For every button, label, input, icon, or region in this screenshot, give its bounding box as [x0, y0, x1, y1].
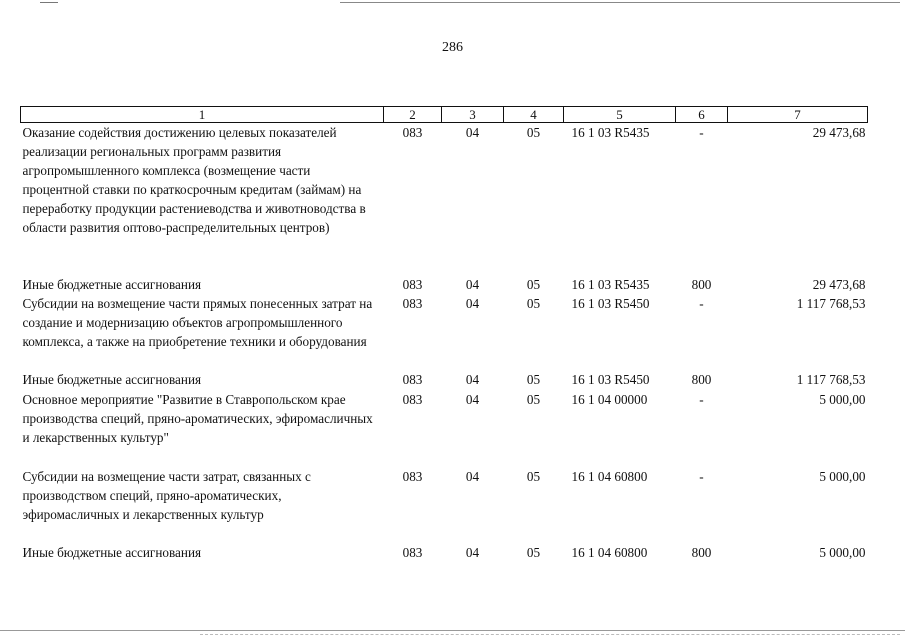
- header-col-5: 5: [564, 107, 676, 123]
- row-rz: 04: [465, 391, 480, 407]
- row-rz: 04: [465, 468, 480, 484]
- row-pr: 05: [526, 391, 541, 407]
- row-name: Иные бюджетные ассигнования: [22, 276, 202, 292]
- row-pr: 05: [526, 544, 541, 560]
- table-row: [21, 543, 868, 563]
- budget-table: [20, 106, 868, 563]
- row-name: Иные бюджетные ассигнования: [22, 371, 202, 387]
- row-vr: 800: [691, 544, 712, 560]
- table-row: [21, 370, 868, 390]
- scan-edge-bottom: [0, 630, 905, 631]
- table-row: [21, 467, 868, 543]
- row-rz: 04: [465, 295, 480, 311]
- row-vr: -: [699, 295, 704, 311]
- row-name: Иные бюджетные ассигнования: [22, 544, 202, 560]
- scan-edge-bottom-faint: [200, 634, 900, 635]
- row-sum: 29 473,68: [812, 276, 866, 292]
- row-pr: 05: [526, 125, 541, 140]
- row-csr: 16 1 03 R5435: [571, 125, 650, 140]
- row-sum: 1 117 768,53: [796, 295, 866, 311]
- row-vr: -: [699, 125, 704, 140]
- row-vr: 800: [691, 371, 712, 387]
- row-sum: 29 473,68: [812, 125, 866, 140]
- row-csr: 16 1 04 60800: [571, 468, 648, 484]
- table-header-row: [21, 107, 868, 123]
- table-row: [21, 294, 868, 370]
- table-row: [21, 275, 868, 294]
- row-name: Субсидии на возмещение части затрат, связанных с производством специй, пряно-ароматических, эфиромасличных и лекарственных культур: [22, 468, 311, 522]
- row-sum: 1 117 768,53: [796, 371, 866, 387]
- row-grbs: 083: [402, 125, 423, 140]
- header-col-1: 1: [21, 107, 384, 123]
- row-csr: 16 1 03 R5435: [571, 276, 650, 292]
- table-row: [21, 390, 868, 467]
- row-grbs: 083: [402, 371, 423, 387]
- row-sum: 5 000,00: [819, 544, 866, 560]
- row-pr: 05: [526, 371, 541, 387]
- header-col-4: 4: [504, 107, 564, 123]
- row-grbs: 083: [402, 391, 423, 407]
- row-rz: 04: [465, 276, 480, 292]
- row-pr: 05: [526, 295, 541, 311]
- row-csr: 16 1 03 R5450: [571, 295, 650, 311]
- row-name: Основное мероприятие "Развитие в Ставропольском крае производства специй, пряно-ароматических, эфиромасличных и лекарственных культур": [22, 391, 373, 445]
- row-sum: 5 000,00: [819, 468, 866, 484]
- scan-edge-top: [0, 1, 905, 5]
- header-col-3: 3: [442, 107, 504, 123]
- row-grbs: 083: [402, 295, 423, 311]
- row-grbs: 083: [402, 276, 423, 292]
- row-vr: -: [699, 391, 704, 407]
- row-pr: 05: [526, 468, 541, 484]
- header-col-6: 6: [676, 107, 728, 123]
- row-csr: 16 1 04 60800: [571, 544, 648, 560]
- row-rz: 04: [465, 544, 480, 560]
- row-rz: 04: [465, 125, 480, 140]
- row-name: Субсидии на возмещение части прямых понесенных затрат на создание и модернизацию объектов агропромышленного комплекса, а также на приобретение техники и оборудования: [22, 295, 373, 349]
- row-rz: 04: [465, 371, 480, 387]
- row-vr: 800: [691, 276, 712, 292]
- row-name: Оказание содействия достижению целевых показателей реализации региональных программ развития агропромышленного комплекса (возмещение части процентной ставки по краткосрочным кредитам (займам) на переработку продукции растениеводства и животноводства в области развития оптово-распределительных центров): [22, 125, 366, 235]
- header-col-7: 7: [728, 107, 868, 123]
- row-csr: 16 1 03 R5450: [571, 371, 650, 387]
- page-number: 286: [442, 40, 463, 55]
- row-csr: 16 1 04 00000: [571, 391, 648, 407]
- row-grbs: 083: [402, 468, 423, 484]
- row-grbs: 083: [402, 544, 423, 560]
- table-row: [21, 123, 868, 275]
- row-vr: -: [699, 468, 704, 484]
- row-pr: 05: [526, 276, 541, 292]
- row-sum: 5 000,00: [819, 391, 866, 407]
- header-col-2: 2: [384, 107, 442, 123]
